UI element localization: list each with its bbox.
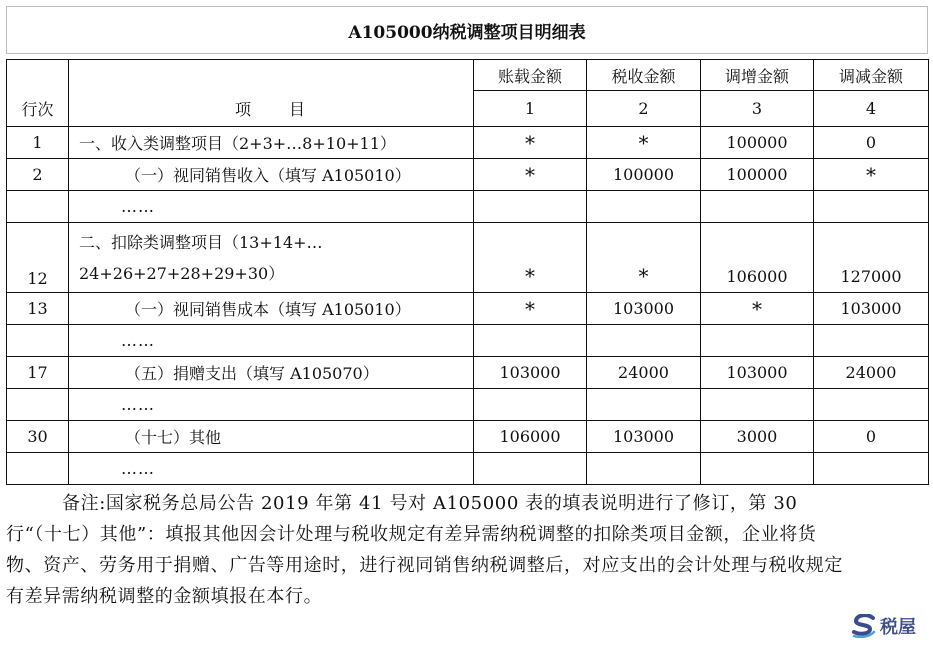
row-no xyxy=(7,453,69,485)
tax-amount-cell xyxy=(587,453,701,485)
remark-note: 备注:国家税务总局公告 2019 年第 41 号对 A105000 表的填表说明进行了修订，第 30 行“（十七）其他”：填报其他因会计处理与税收规定有差异需纳税调整的扣除类项目金额，企业将货物、资产、劳务用于捐赠、广告等用途时，进行视同销售纳税调整后，对应支出的会计处理与税收规定有差异需纳税调整的金额填报在本行。 xyxy=(6,493,843,607)
logo-text: 税屋 xyxy=(880,617,916,638)
book-amount-cell: * xyxy=(474,293,587,325)
increase-amount-cell xyxy=(701,453,814,485)
book-amount-cell xyxy=(474,453,587,485)
row-no: 30 xyxy=(7,421,69,453)
row-item-ellipsis: …… xyxy=(69,191,474,223)
tax-amount-cell: 103000 xyxy=(587,421,701,453)
tax-amount-cell: * xyxy=(587,127,701,159)
increase-amount-cell: 100000 xyxy=(701,159,814,191)
col-header-tax-amount: 税收金额 xyxy=(587,60,701,91)
decrease-amount-cell: 127000 xyxy=(814,223,929,293)
increase-amount-cell: 106000 xyxy=(701,223,814,293)
row-item-line2: 24+26+27+28+29+30） xyxy=(79,263,285,283)
tax-amount-cell: 24000 xyxy=(587,357,701,389)
page-title xyxy=(6,6,928,54)
increase-amount-cell xyxy=(701,389,814,421)
decrease-amount-cell xyxy=(814,453,929,485)
col-header-decrease-amount: 调减金额 xyxy=(814,60,929,91)
col-header-increase-amount: 调增金额 xyxy=(701,60,814,91)
row-no xyxy=(7,389,69,421)
decrease-amount-cell: * xyxy=(814,159,929,191)
book-amount-cell: 103000 xyxy=(474,357,587,389)
item-header-text: 项 目 xyxy=(234,100,307,119)
book-amount-cell: * xyxy=(474,223,587,293)
tax-amount-cell xyxy=(587,191,701,223)
item-header xyxy=(69,60,474,127)
tax-amount-cell: * xyxy=(587,223,701,293)
increase-amount-cell xyxy=(701,191,814,223)
book-amount-cell: 106000 xyxy=(474,421,587,453)
decrease-amount-cell: 103000 xyxy=(814,293,929,325)
book-amount-cell: * xyxy=(474,127,587,159)
decrease-amount-cell: 0 xyxy=(814,127,929,159)
table-row xyxy=(7,159,929,191)
row-no: 13 xyxy=(7,293,69,325)
table-row xyxy=(7,357,929,389)
tax-adjustment-table xyxy=(6,59,929,485)
row-no-header xyxy=(7,60,69,127)
table-row xyxy=(7,421,929,453)
title-text: A105000纳税调整项目明细表 xyxy=(348,22,586,43)
row-no: 2 xyxy=(7,159,69,191)
row-item-ellipsis: …… xyxy=(69,453,474,485)
row-item: 一、收入类调整项目（2+3+…8+10+11） xyxy=(69,127,474,159)
row-no: 12 xyxy=(7,223,69,293)
table-row xyxy=(7,325,929,357)
table-row xyxy=(7,223,929,293)
row-no xyxy=(7,191,69,223)
col-index-4: 4 xyxy=(814,91,929,127)
row-item xyxy=(69,223,474,293)
brand-logo xyxy=(851,612,916,640)
row-no xyxy=(7,325,69,357)
row-item: （五）捐赠支出（填写 A105070） xyxy=(69,357,474,389)
row-no-header-text: 行次 xyxy=(21,100,54,119)
row-no: 1 xyxy=(7,127,69,159)
increase-amount-cell: 100000 xyxy=(701,127,814,159)
increase-amount-cell: * xyxy=(701,293,814,325)
tax-amount-cell xyxy=(587,325,701,357)
table-row xyxy=(7,389,929,421)
table-row xyxy=(7,191,929,223)
increase-amount-cell: 3000 xyxy=(701,421,814,453)
row-item: （一）视同销售收入（填写 A105010） xyxy=(69,159,474,191)
table-row xyxy=(7,293,929,325)
book-amount-cell xyxy=(474,325,587,357)
row-item-ellipsis: …… xyxy=(69,325,474,357)
row-no: 17 xyxy=(7,357,69,389)
decrease-amount-cell xyxy=(814,191,929,223)
decrease-amount-cell xyxy=(814,389,929,421)
row-item: （一）视同销售成本（填写 A105010） xyxy=(69,293,474,325)
table-row xyxy=(7,453,929,485)
book-amount-cell xyxy=(474,389,587,421)
s-swoosh-icon xyxy=(851,614,877,638)
row-item-line1: 二、扣除类调整项目（13+14+… xyxy=(79,232,323,252)
col-index-1: 1 xyxy=(474,91,587,127)
tax-amount-cell xyxy=(587,389,701,421)
decrease-amount-cell: 0 xyxy=(814,421,929,453)
decrease-amount-cell: 24000 xyxy=(814,357,929,389)
book-amount-cell xyxy=(474,191,587,223)
increase-amount-cell: 103000 xyxy=(701,357,814,389)
col-index-3: 3 xyxy=(701,91,814,127)
increase-amount-cell xyxy=(701,325,814,357)
header-row-top xyxy=(7,60,929,91)
col-header-book-amount: 账载金额 xyxy=(474,60,587,91)
tax-amount-cell: 100000 xyxy=(587,159,701,191)
tax-amount-cell: 103000 xyxy=(587,293,701,325)
col-index-2: 2 xyxy=(587,91,701,127)
table-row xyxy=(7,127,929,159)
row-item-ellipsis: …… xyxy=(69,389,474,421)
book-amount-cell: * xyxy=(474,159,587,191)
row-item: （十七）其他 xyxy=(69,421,474,453)
decrease-amount-cell xyxy=(814,325,929,357)
